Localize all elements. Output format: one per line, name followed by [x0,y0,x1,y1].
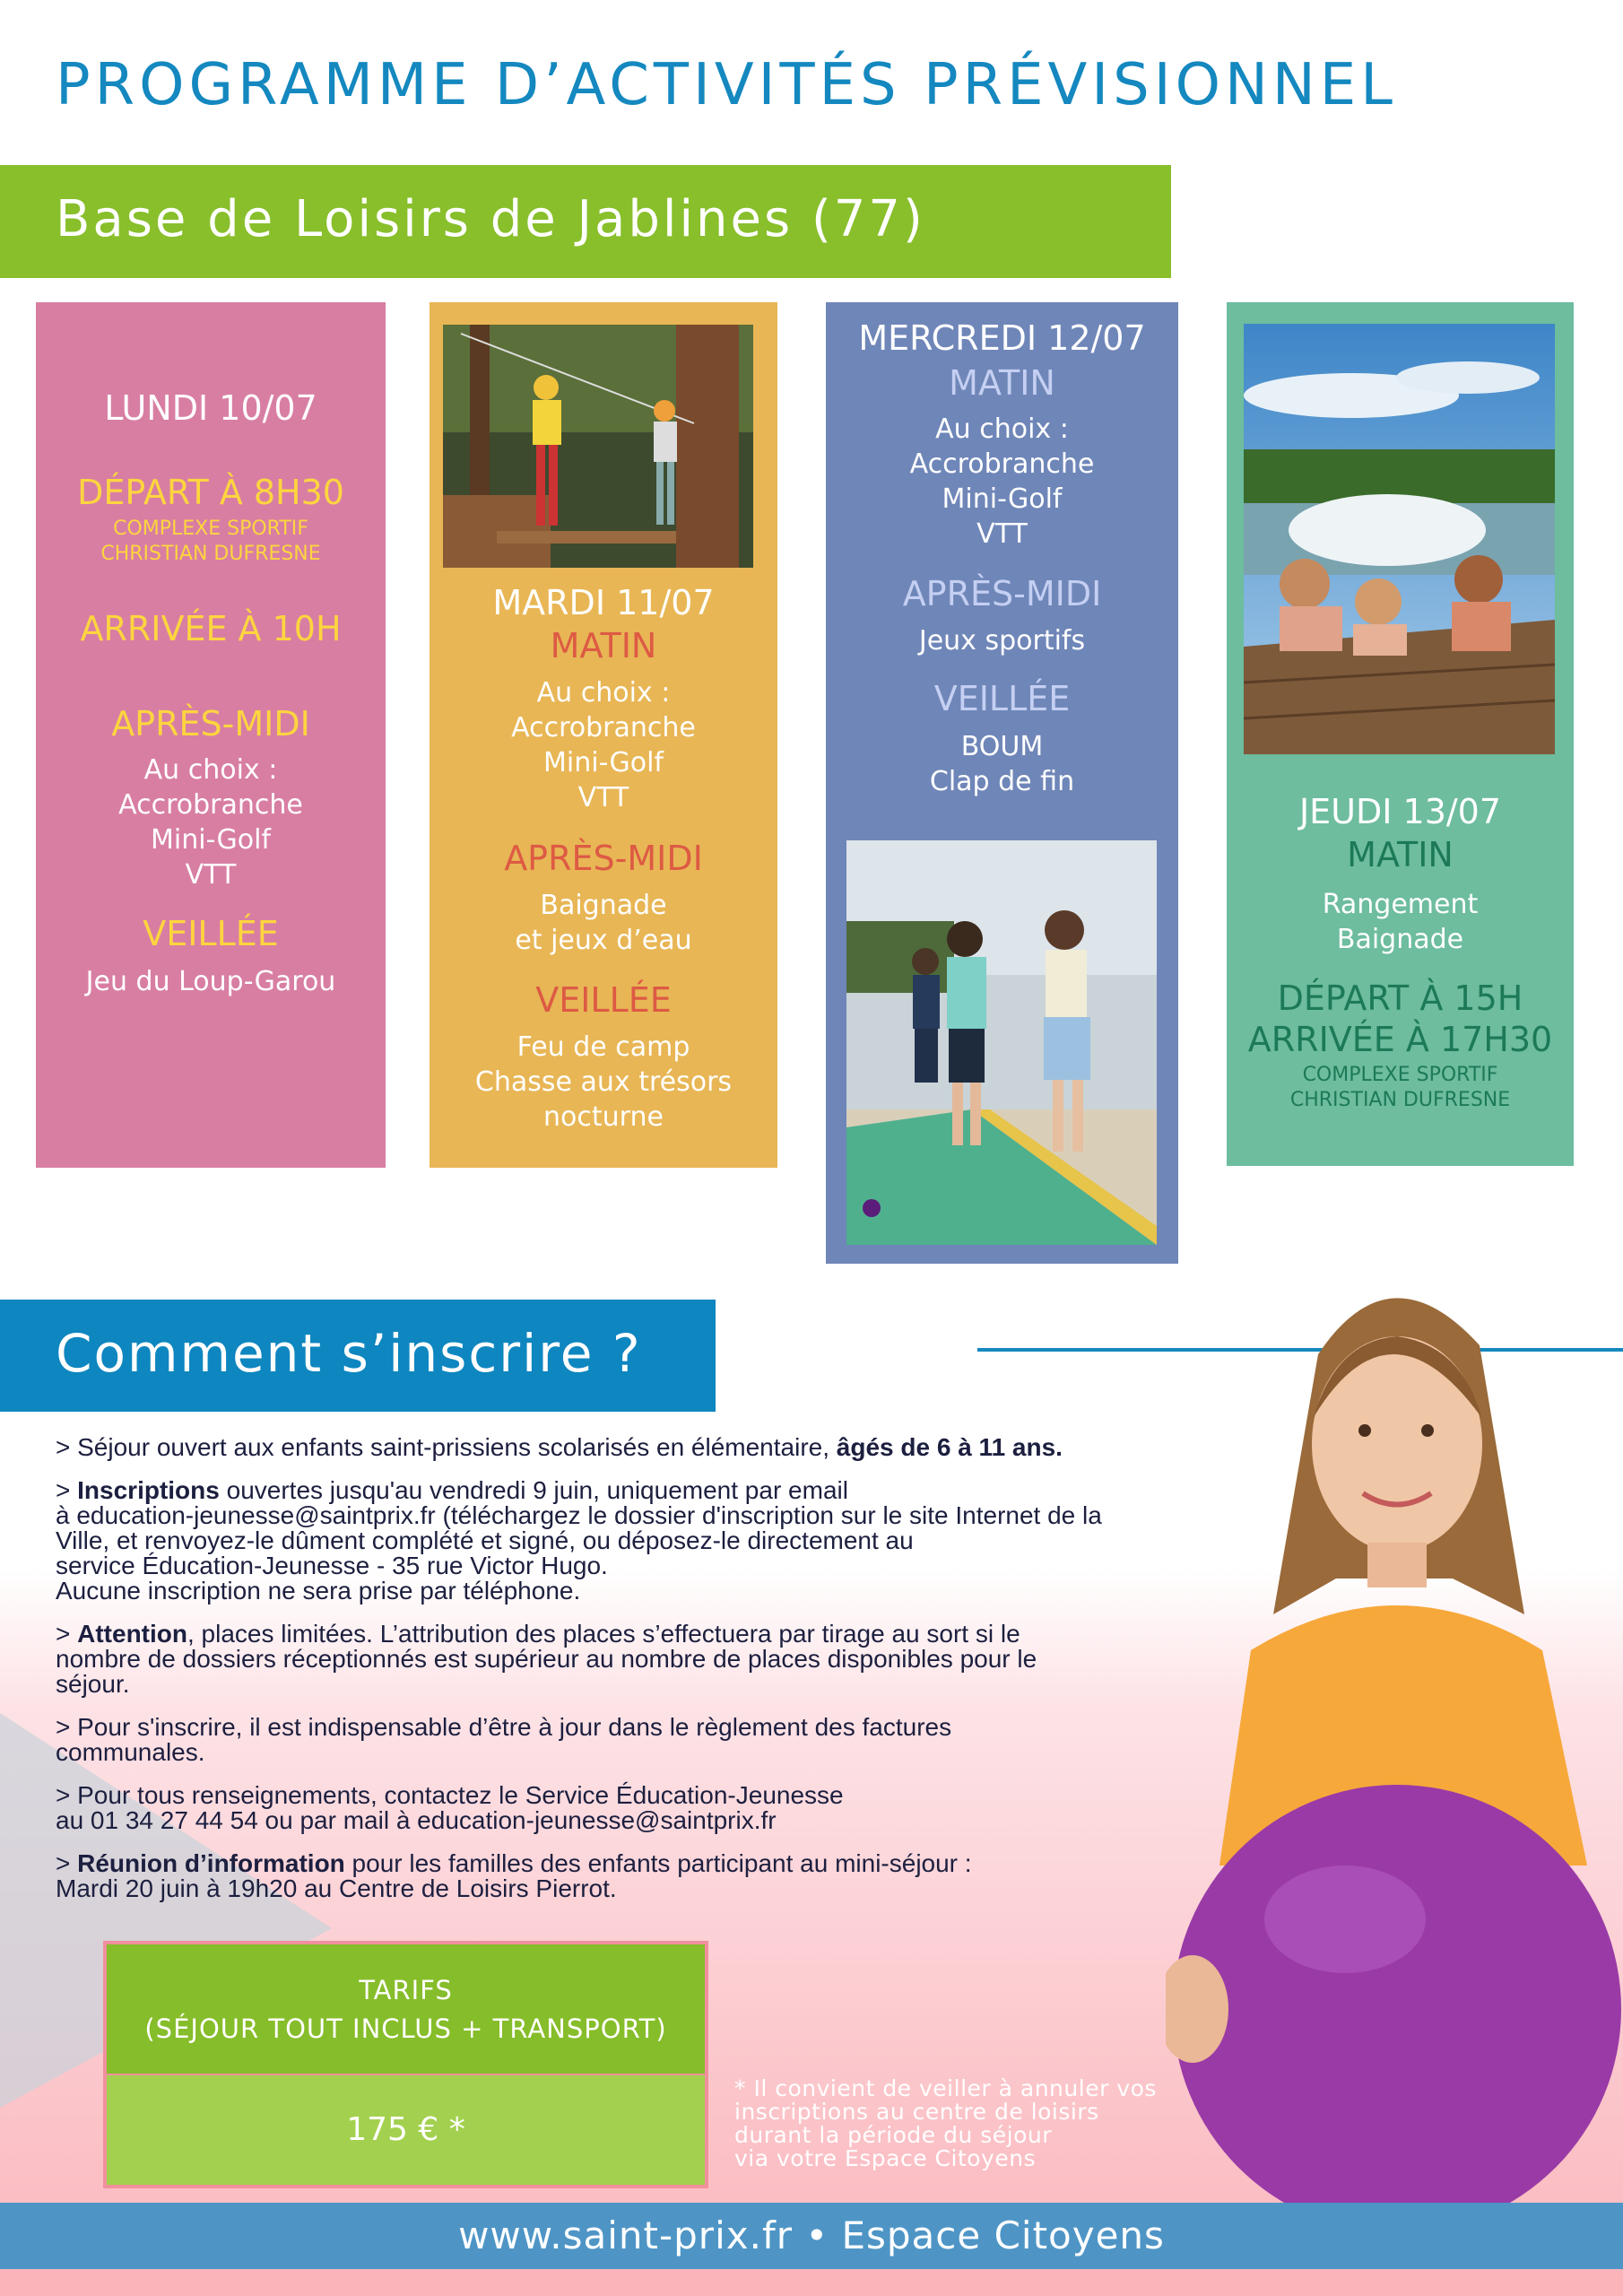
place-line: COMPLEXE SPORTIF [1302,1064,1498,1086]
activity-line: Chasse aux trésors [474,1066,733,1098]
activity-line: Feu de camp [516,1031,690,1063]
activity-line: nocturne [543,1101,664,1133]
tarif-header [107,1944,705,2074]
activity-line: Jeux sportifs [918,625,1086,657]
info-paragraph: > Inscriptions ouvertes jusqu'au vendredi 9 juin, uniquement par email à education-jeunesse@saintprix.fr (téléchargez le dossier d'inscription sur le site Internet de la Ville, et renvoyez-le dûment complété et signé, ou déposez-le directement au service Éducation-Jeunesse - 35 rue Victor Hugo. Aucune inscription ne sera prise par téléphone. [56,1476,1102,1605]
activity-line: Clap de fin [929,766,1075,797]
afternoon-label: APRÈS-MIDI [902,574,1102,613]
evening-label: VEILLÉE [933,679,1071,718]
tarif-price: 175 € * [107,2075,705,2185]
inscription-text [56,1435,1248,1919]
depart-time: DÉPART À 15H [1277,978,1523,1018]
info-paragraph: > Pour s'inscrire, il est indispensable d’être à jour dans le règlement des factures communales. [56,1713,952,1766]
activity-line: VTT [185,859,237,891]
footer-link[interactable]: www.saint-prix.fr • Espace Citoyens [458,2213,1165,2257]
activity-line: Accrobranche [511,712,696,744]
minigolf-photo [846,840,1157,1245]
activity-line: Mini-Golf [151,824,271,856]
inscription-title: Comment s’inscrire ? [56,1323,642,1384]
info-paragraph: > Pour tous renseignements, contactez le Service Éducation-Jeunesse au 01 34 27 44 54 ou par mail à education-jeunesse@saintprix.fr [56,1781,844,1834]
morning-label: MATIN [949,363,1055,403]
day-title: MERCREDI 12/07 [858,318,1146,358]
day-column-wednesday [826,302,1178,1264]
activity-line: VTT [976,518,1028,550]
activity-line: et jeux d’eau [515,925,692,956]
subtitle-band [0,165,1171,278]
accrobranche-photo [443,325,753,568]
activity-line: Au choix : [143,754,278,786]
evening-label: VEILLÉE [535,980,672,1020]
bottom-strip [0,2269,1623,2296]
activity-line: Jeu du Loup-Garou [85,966,336,997]
footer-band [0,2203,1623,2269]
evening-label: VEILLÉE [143,914,279,953]
activity-line: Mini-Golf [543,747,664,778]
page-title: PROGRAMME D’ACTIVITÉS PRÉVISIONNEL [56,52,1397,118]
tarif-sub-label: (SÉJOUR TOUT INCLUS + TRANSPORT) [144,2013,667,2044]
activity-line: Rangement [1322,889,1479,920]
depart-place: CHRISTIAN DUFRESNE [100,543,321,565]
depart-time: DÉPART À 8H30 [77,473,344,512]
activity-line: Baignade [1336,924,1464,955]
morning-label: MATIN [550,626,657,665]
tarif-label: TARIFS [359,1975,453,2005]
activity-line: Au choix : [935,413,1069,445]
day-title: LUNDI 10/07 [104,388,317,428]
day-title: JEUDI 13/07 [1298,792,1502,831]
day-column-monday [36,302,386,1168]
info-paragraph: > Séjour ouvert aux enfants saint-prissiens scolarisés en élémentaire, âgés de 6 à 11 ans. [56,1433,1063,1461]
afternoon-label: APRÈS-MIDI [504,839,703,878]
afternoon-label: APRÈS-MIDI [111,704,310,744]
activity-line: Au choix : [536,677,671,709]
day-column-thursday [1227,302,1574,1166]
morning-label: MATIN [1347,835,1454,874]
place-line: CHRISTIAN DUFRESNE [1289,1089,1511,1111]
day-column-tuesday [430,302,777,1168]
activity-line: BOUM [960,731,1044,762]
arrival-time: ARRIVÉE À 10H [80,609,342,648]
footnote: * Il convient de veiller à annuler vos inscriptions au centre de loisirs durant la période du séjour via votre Espace Citoyens [734,2075,1157,2171]
baignade-photo [1244,324,1555,754]
activity-line: Accrobranche [118,789,303,821]
info-paragraph: > Réunion d’information pour les familles des enfants participant au mini-séjour : Mardi 20 juin à 19h20 au Centre de Loisirs Pierrot. [56,1849,972,1902]
activity-line: Baignade [540,890,667,921]
arrival-time: ARRIVÉE À 17H30 [1247,1020,1553,1059]
tarif-box [103,1941,708,2188]
activity-line: VTT [577,782,629,813]
day-title: MARDI 11/07 [492,583,715,622]
depart-place: COMPLEXE SPORTIF [113,517,308,540]
activity-line: Accrobranche [909,448,1095,480]
info-paragraph: > Attention, places limitées. L’attribution des places s’effectuera par tirage au sort si le nombre de dossiers réceptionnés est supérieur au nombre de places disponibles pour le séjour. [56,1620,1037,1698]
subtitle: Base de Loisirs de Jablines (77) [56,190,925,248]
inscription-band [0,1300,716,1412]
activity-line: Mini-Golf [942,483,1063,515]
